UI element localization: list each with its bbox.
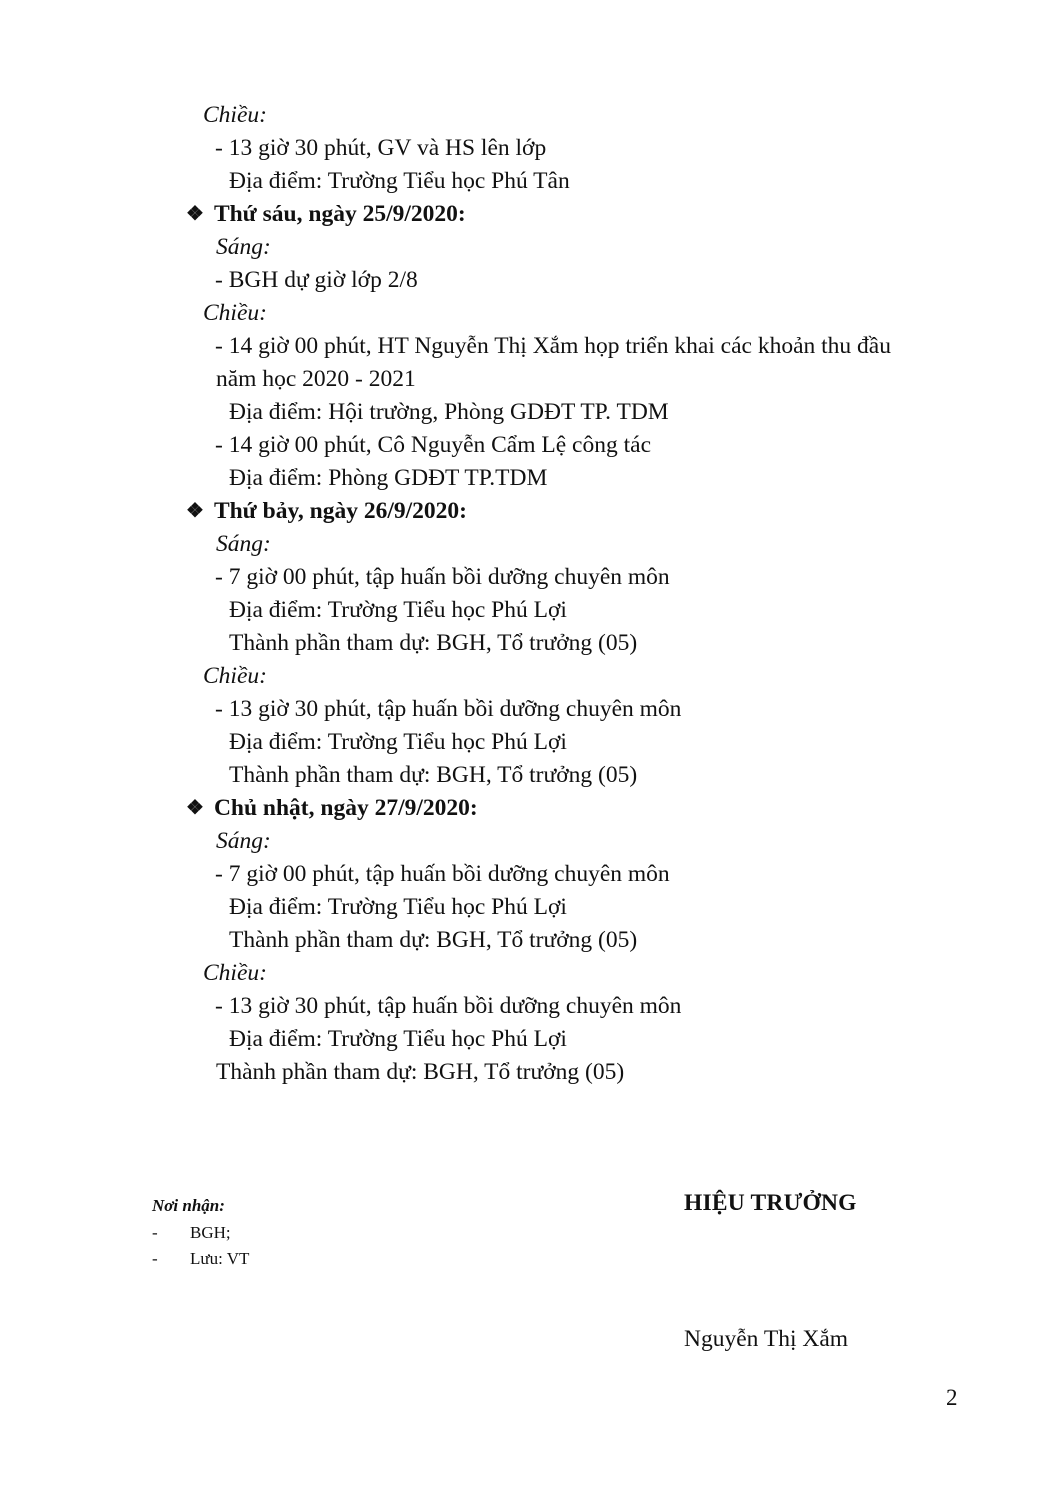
chieu-label: Chiều: (203, 663, 267, 689)
signature-name: Nguyễn Thị Xắm (684, 1326, 849, 1352)
page-number: 2 (946, 1385, 958, 1410)
schedule-place: Địa điểm: Trường Tiểu học Phú Lợi (229, 1026, 567, 1052)
schedule-place: Địa điểm: Hội trường, Phòng GDĐT TP. TDM (229, 399, 669, 425)
schedule-attendees: Thành phần tham dự: BGH, Tổ trưởng (05) (216, 1059, 625, 1085)
schedule-item-continued: năm học 2020 - 2021 (216, 366, 416, 392)
schedule-place: Địa điểm: Phòng GDĐT TP.TDM (229, 465, 548, 491)
sang-label: Sáng: (216, 828, 271, 854)
schedule-item: - 7 giờ 00 phút, tập huấn bồi dưỡng chuyên môn (215, 861, 670, 887)
schedule-place: Địa điểm: Trường Tiểu học Phú Lợi (229, 597, 567, 623)
schedule-item: - 13 giờ 30 phút, tập huấn bồi dưỡng chuyên môn (215, 696, 682, 722)
recipient-item: - BGH; (152, 1223, 231, 1242)
schedule-item: - 14 giờ 00 phút, Cô Nguyễn Cẩm Lệ công tác (215, 432, 652, 458)
sang-label: Sáng: (216, 234, 271, 260)
schedule-place: Địa điểm: Trường Tiểu học Phú Lợi (229, 894, 567, 920)
signature-title: HIỆU TRƯỞNG (684, 1190, 857, 1216)
day-heading-saturday: ❖ Thứ bảy, ngày 26/9/2020: (186, 498, 468, 524)
chieu-label: Chiều: (203, 960, 267, 986)
schedule-attendees: Thành phần tham dự: BGH, Tổ trưởng (05) (229, 630, 638, 656)
recipients-label: Nơi nhận: (152, 1196, 225, 1215)
day-heading-friday: ❖ Thứ sáu, ngày 25/9/2020: (186, 201, 466, 227)
diamond-bullet-icon: ❖ (186, 203, 204, 225)
schedule-item: - BGH dự giờ lớp 2/8 (215, 267, 418, 293)
day-heading-sunday: ❖ Chủ nhật, ngày 27/9/2020: (186, 795, 478, 821)
schedule-attendees: Thành phần tham dự: BGH, Tổ trưởng (05) (229, 927, 638, 953)
schedule-place: Địa điểm: Trường Tiểu học Phú Tân (229, 168, 570, 194)
diamond-bullet-icon: ❖ (186, 500, 204, 522)
schedule-attendees: Thành phần tham dự: BGH, Tổ trưởng (05) (229, 762, 638, 788)
chieu-label: Chiều: (203, 102, 267, 128)
schedule-item: - 13 giờ 30 phút, tập huấn bồi dưỡng chuyên môn (215, 993, 682, 1019)
schedule-item: - 7 giờ 00 phút, tập huấn bồi dưỡng chuyên môn (215, 564, 670, 590)
schedule-item: - 14 giờ 00 phút, HT Nguyễn Thị Xắm họp triển khai các khoản thu đầu (215, 333, 891, 359)
schedule-item: - 13 giờ 30 phút, GV và HS lên lớp (215, 135, 547, 161)
diamond-bullet-icon: ❖ (186, 797, 204, 819)
schedule-place: Địa điểm: Trường Tiểu học Phú Lợi (229, 729, 567, 755)
chieu-label: Chiều: (203, 300, 267, 326)
recipient-item: - Lưu: VT (152, 1249, 250, 1268)
sang-label: Sáng: (216, 531, 271, 557)
